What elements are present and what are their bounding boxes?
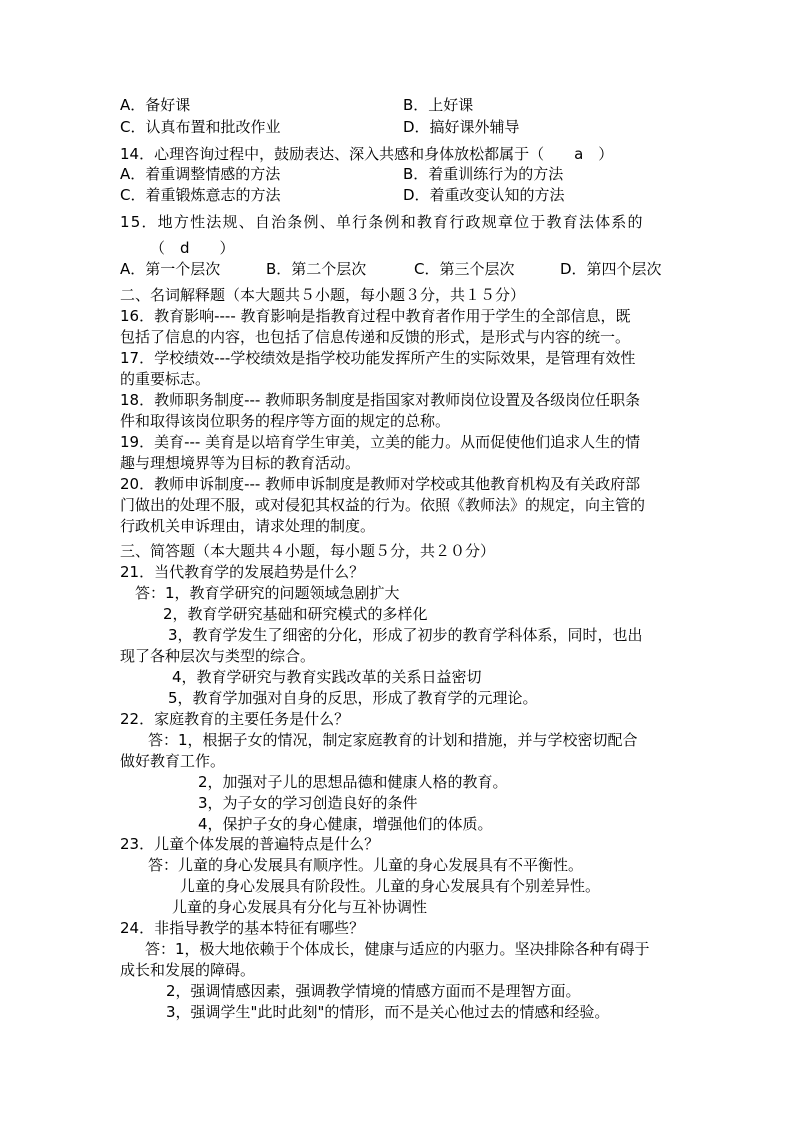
q22-answer-line: 3，为子女的学习创造良好的条件 [198,794,418,812]
q22-answer-line: 2，加强对子儿的思想品德和健康人格的教育。 [198,773,508,791]
q24-answer-line: 3，强调学生"此时此刻"的情形，而不是关心他过去的情感和经验。 [166,1003,610,1021]
q13-option-b: B．上好课 [403,96,474,114]
section-3-title: 三、简答题（本大题共４小题，每小题５分，共２０分） [120,542,496,560]
q23-stem: 23．儿童个体发展的普遍特点是什么？ [120,835,380,853]
term-20-line: 门做出的处理不服，或对侵犯其权益的行为。依照《教师法》的规定，向主管的 [120,496,646,514]
q22-stem: 22．家庭教育的主要任务是什么？ [120,710,350,728]
q14-option-a: A．着重调整情感的方法 [120,165,281,183]
term-17-line: 的重要标志。 [120,370,211,388]
q15-option-b: B．第二个层次 [266,260,367,278]
q23-answer-line: 儿童的身心发展具有分化与互补协调性 [172,898,428,916]
term-19-line: 19．美育--- 美育是以培育学生审美，立美的能力。从而促使他们追求人生的情 [120,433,641,451]
q22-answer-line: 4，保护子女的身心健康，增强他们的体质。 [198,815,493,833]
q21-answer-line: 4，教育学研究与教育实践改革的关系日益密切 [172,668,482,686]
q13-option-c: C．认真布置和批改作业 [120,118,281,136]
term-18-line: 18．教师职务制度--- 教师职务制度是指国家对教师岗位设置及各级岗位任职条 [120,391,641,409]
q24-answer-line: 成长和发展的障碍。 [120,961,256,979]
q13-option-d: D．搞好课外辅导 [403,118,520,136]
q21-answer-line: 3，教育学发生了细密的分化，形成了初步的教育学科体系，同时，也出 [168,626,643,644]
q14-stem: 14．心理咨询过程中，鼓励表达、深入共感和身体放松都属于（ a ） [120,145,614,163]
q23-answer-line: 答：儿童的身心发展具有顺序性。儿童的身心发展具有不平衡性。 [148,856,584,874]
q23-answer-line: 儿童的身心发展具有阶段性。儿童的身心发展具有个别差异性。 [180,877,601,895]
q21-stem: 21．当代教育学的发展趋势是什么？ [120,563,365,581]
term-16-line: 16．教育影响---- 教育影响是指教育过程中教育者作用于学生的全部信息，既 [120,307,631,325]
q14-option-c: C．着重锻炼意志的方法 [120,186,281,204]
q13-option-a: A．备好课 [120,96,191,114]
q24-answer-line: 答：1，极大地依赖于个体成长，健康与适应的内驱力。坚决排除各种有碍于 [145,940,650,958]
term-16-line: 包括了信息的内容，也包括了信息传递和反馈的形式，是形式与内容的统一。 [120,328,631,346]
term-20-line: 行政机关申诉理由，请求处理的制度。 [120,517,376,535]
q15-option-c: C．第三个层次 [414,260,515,278]
q24-stem: 24．非指导教学的基本特征有哪些？ [120,919,365,937]
q21-answer-line: 现了各种层次与类型的综合。 [120,647,316,665]
q15-option-a: A．第一个层次 [120,260,221,278]
term-19-line: 趣与理想境界等为目标的教育活动。 [120,454,361,472]
term-20-line: 20．教师申诉制度--- 教师申诉制度是教师对学校或其他教育机构及有关政府部 [120,475,641,493]
q15-stem: 15．地方性法规、自治条例、单行条例和教育行政规章位于教育法体系的 [120,213,644,231]
q15-answer: （ d ） [150,239,235,257]
q21-answer-line: 5，教育学加强对自身的反思，形成了教育学的元理论。 [168,689,538,707]
q14-option-d: D．着重改变认知的方法 [403,186,565,204]
q22-answer-line: 做好教育工作。 [120,752,226,770]
q21-answer-line: 2，教育学研究基础和研究模式的多样化 [163,605,428,623]
q15-option-d: D．第四个层次 [560,260,662,278]
q21-answer-line: 答：1，教育学研究的问题领域急剧扩大 [135,584,400,602]
q22-answer-line: 答：1，根据子女的情况，制定家庭教育的计划和措施，并与学校密切配合 [148,731,638,749]
q24-answer-line: 2，强调情感因素，强调教学情境的情感方面而不是理智方面。 [166,982,581,1000]
section-2-title: 二、名词解释题（本大题共５小题，每小题３分，共１５分） [120,286,526,304]
term-18-line: 件和取得该岗位职务的程序等方面的规定的总称。 [120,412,451,430]
q14-option-b: B．着重训练行为的方法 [403,165,564,183]
term-17-line: 17．学校绩效---学校绩效是指学校功能发挥所产生的实际效果，是管理有效性 [120,349,636,367]
